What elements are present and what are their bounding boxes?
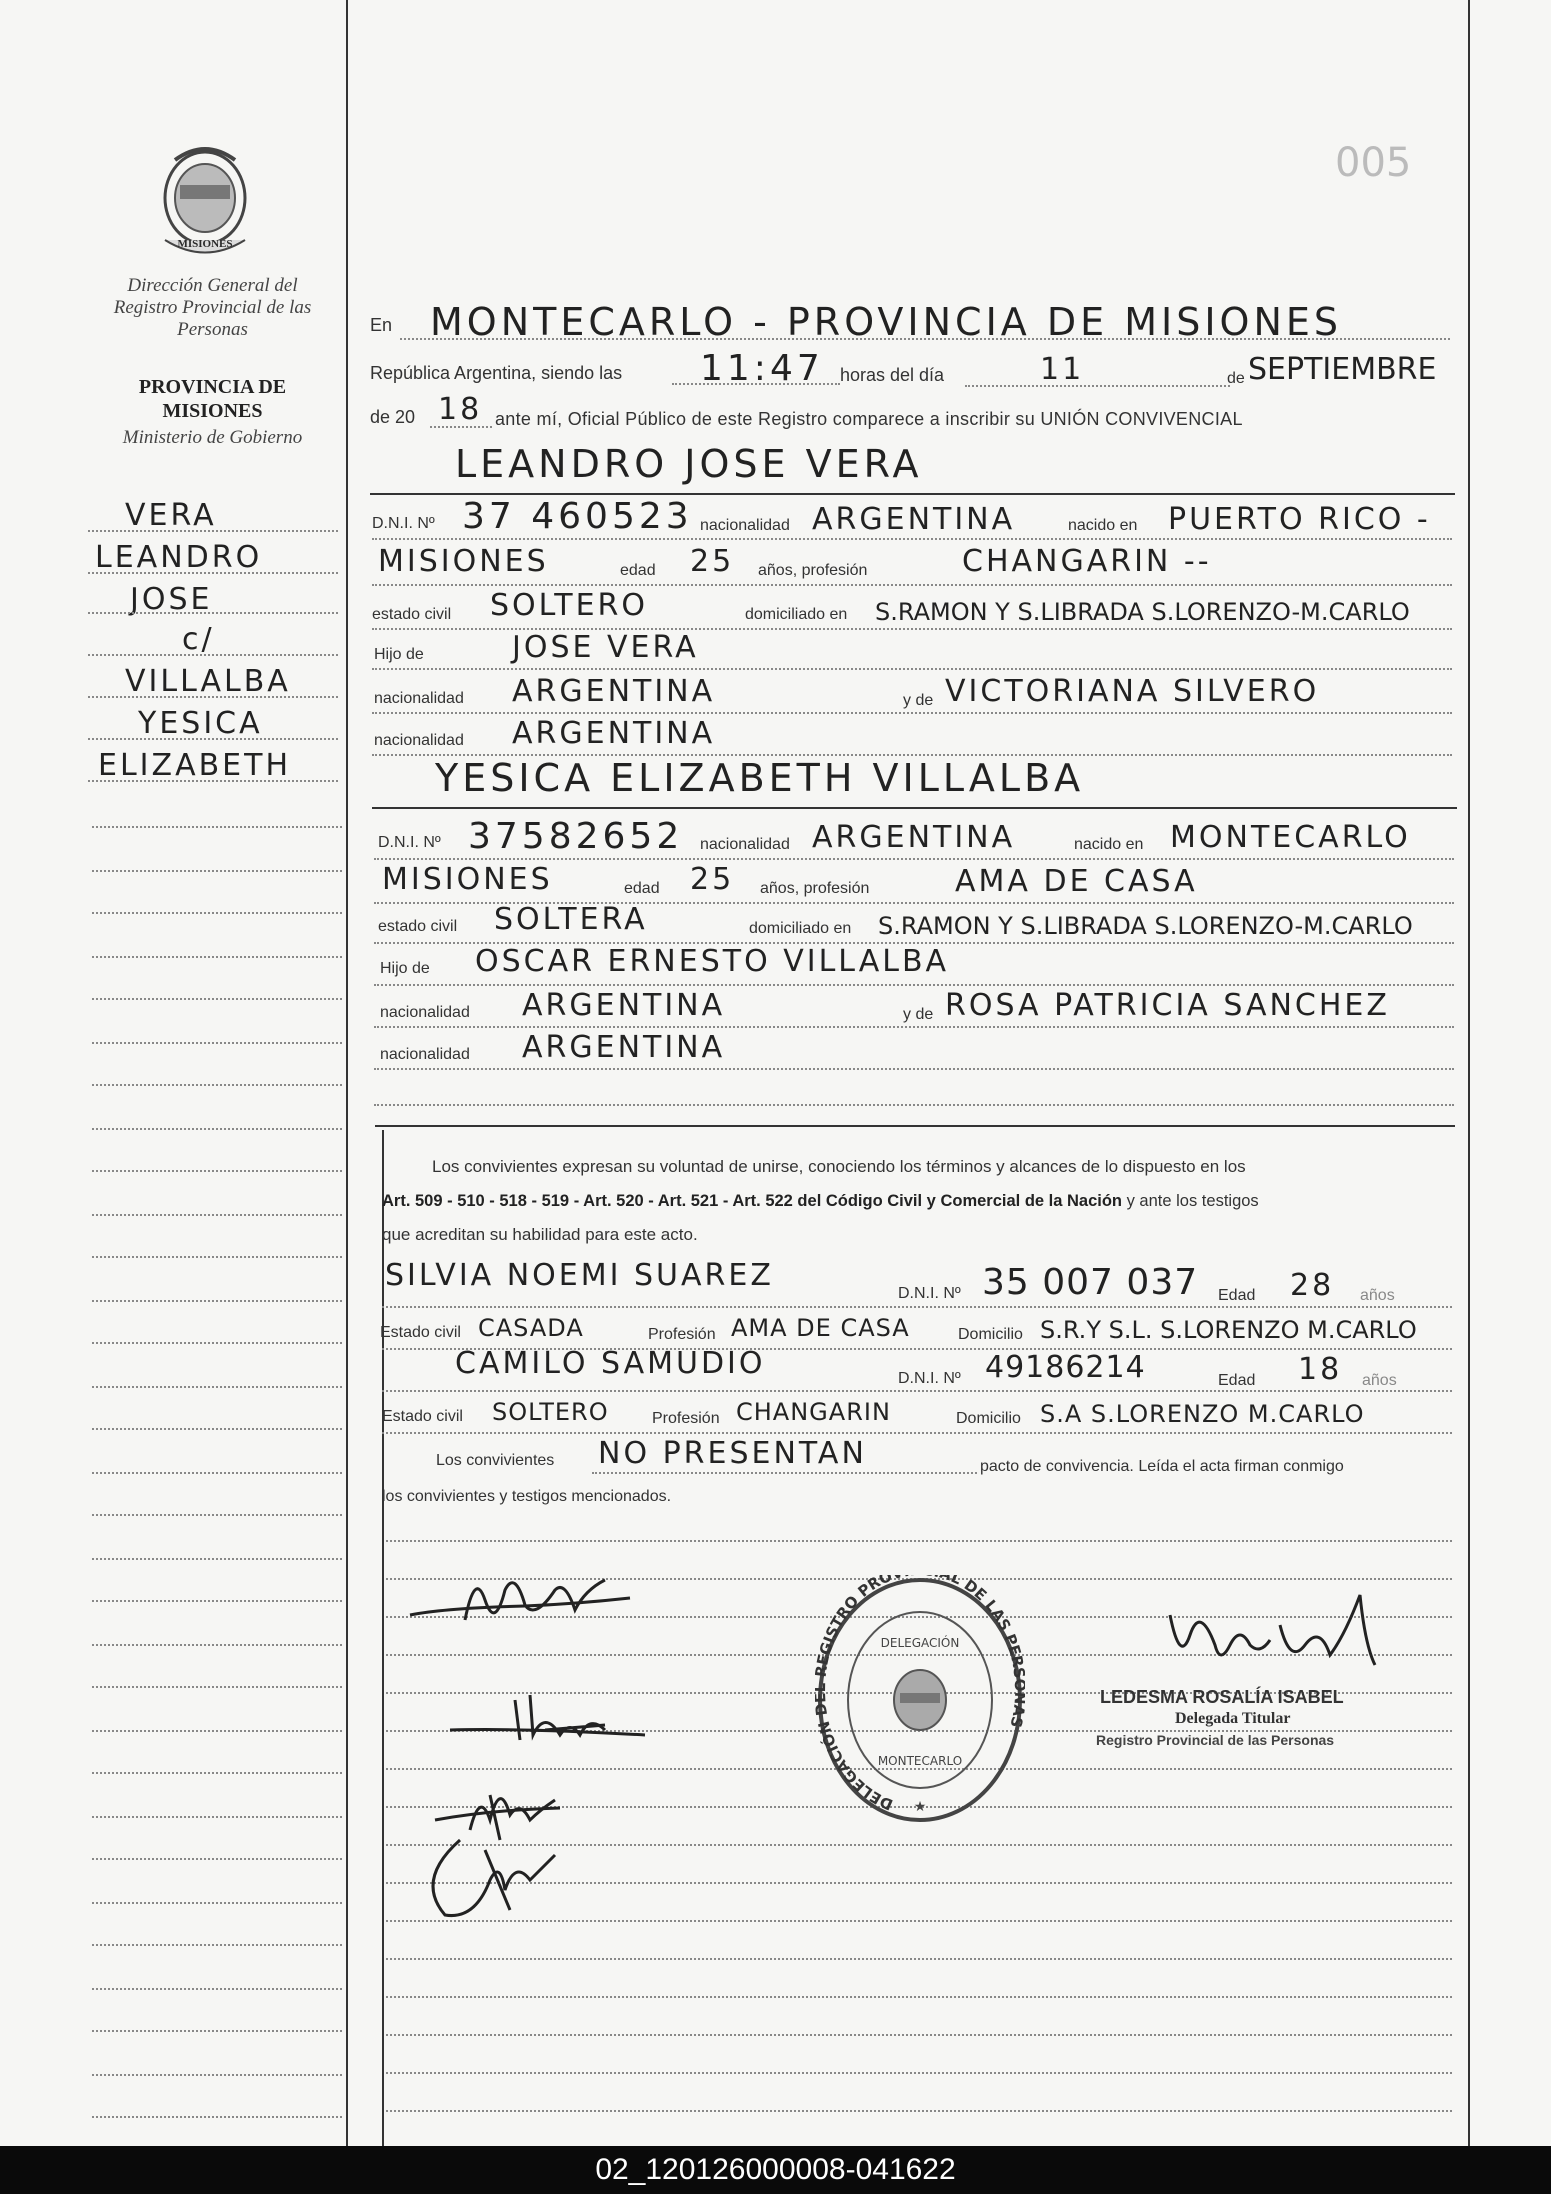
estado-label: Estado civil: [380, 1324, 461, 1341]
nacido-label: nacido en: [1074, 836, 1144, 853]
left-margin-border: [346, 0, 348, 2146]
section-divider: [370, 493, 1455, 495]
anos-label: años, profesión: [758, 562, 868, 579]
nacionalidad-label: nacionalidad: [700, 517, 790, 534]
edad-label: Edad: [1218, 1372, 1256, 1389]
person1-nacido-cont: MISIONES: [378, 544, 549, 579]
anos-label: años: [1360, 1287, 1395, 1304]
nacionalidad-label: nacionalidad: [700, 836, 790, 853]
legal-articles: Art. 509 - 510 - 518 - 519 - Art. 520 - Art. 521 - Art. 522 del Código Civil y Comercial de la Nación: [382, 1192, 1123, 1210]
year-prefix: de 20: [370, 407, 416, 427]
person2-nacionalidad: ARGENTINA: [812, 820, 1016, 855]
nacionalidad-label: nacionalidad: [374, 690, 464, 707]
nacionalidad-label: nacionalidad: [374, 732, 464, 749]
person2-padre: OSCAR ERNESTO VILLALBA: [475, 944, 950, 979]
official-registry: Registro Provincial de las Personas: [1096, 1732, 1335, 1748]
anos-label: años, profesión: [760, 880, 870, 897]
witness1-name: SILVIA NOEMI SUAREZ: [385, 1258, 774, 1293]
pact-rest: pacto de convivencia. Leída el acta firman conmigo: [980, 1458, 1344, 1475]
ministry-name: Ministerio de Gobierno: [122, 427, 303, 448]
ante-label: ante mí, Oficial Público de este Registro comparece a inscribir su UNIÓN CONVIVENCIAL: [495, 409, 1243, 429]
place-value: MONTECARLO - PROVINCIA DE MISIONES: [430, 300, 1343, 344]
domicilio-label: domiciliado en: [745, 606, 848, 623]
yde-label: y de: [903, 1006, 934, 1023]
witness2-estado: SOLTERO: [492, 1398, 609, 1426]
estado-label: estado civil: [378, 918, 458, 935]
official-signature: [1160, 1585, 1400, 1700]
profesion-label: Profesión: [652, 1410, 720, 1427]
pact-line2: los convivientes y testigos mencionados.: [382, 1488, 672, 1505]
declaration-line1: Los convivientes expresan su voluntad de unirse, conociendo los términos y alcances de lo dispuesto en los: [432, 1157, 1246, 1176]
year-suffix: 18: [438, 392, 483, 427]
person1-padre: JOSE VERA: [512, 630, 699, 665]
witness2-profesion: CHANGARIN: [736, 1398, 891, 1426]
nacionalidad-label: nacionalidad: [380, 1046, 470, 1063]
margin-name-line: c/: [182, 622, 215, 657]
edad-label: Edad: [1218, 1287, 1256, 1304]
official-name: LEDESMA ROSALÍA ISABEL: [1100, 1687, 1344, 1707]
person2-domicilio: S.RAMON Y S.LIBRADA S.LORENZO-M.CARLO: [878, 912, 1413, 940]
institution-name: Dirección General del Registro Provincial de las Personas: [113, 275, 312, 340]
coat-of-arms-label: MISIONES: [177, 238, 233, 250]
person2-madre-nac: ARGENTINA: [522, 1030, 726, 1065]
margin-name-line: ELIZABETH: [98, 748, 292, 783]
day-value: 11: [1040, 352, 1085, 387]
declaration-line2-rest: y ante los testigos: [1122, 1192, 1259, 1210]
coat-of-arms: [150, 140, 260, 265]
signature-party-1: [405, 1560, 645, 1645]
signature-witness-2: [415, 1820, 565, 1935]
en-label: En: [370, 315, 393, 335]
person1-full-name: LEANDRO JOSE VERA: [455, 442, 923, 486]
official-title: Delegada Titular: [1175, 1710, 1291, 1727]
margin-name-line: YESICA: [138, 706, 263, 741]
edad-label: edad: [624, 880, 660, 897]
person2-edad: 25: [690, 862, 735, 897]
person2-estado: SOLTERA: [494, 902, 648, 937]
footer-code: 02_120126000008-041622: [0, 2146, 1551, 2194]
witness1-edad: 28: [1290, 1268, 1335, 1303]
dni-label: D.N.I. Nº: [898, 1370, 961, 1387]
edad-label: edad: [620, 562, 656, 579]
dni-label: D.N.I. Nº: [378, 834, 441, 851]
estado-label: estado civil: [372, 606, 452, 623]
inner-left-border: [382, 1130, 384, 2146]
dni-label: D.N.I. Nº: [898, 1285, 961, 1302]
margin-name-line: VERA: [125, 498, 217, 533]
declaration-line2: [382, 1184, 1259, 1218]
person2-padre-nac: ARGENTINA: [522, 988, 726, 1023]
person2-madre: ROSA PATRICIA SANCHEZ: [945, 988, 1390, 1023]
month-value: SEPTIEMBRE: [1248, 352, 1437, 387]
person1-domicilio: S.RAMON Y S.LIBRADA S.LORENZO-M.CARLO: [875, 598, 1410, 626]
person2-profesion: AMA DE CASA: [955, 864, 1198, 899]
pact-value: NO PRESENTAN: [598, 1436, 867, 1471]
person1-nacido: PUERTO RICO -: [1168, 502, 1431, 537]
person1-nacionalidad: ARGENTINA: [812, 502, 1016, 537]
margin-name-line: JOSE: [130, 582, 213, 617]
domicilio-label: Domicilio: [958, 1326, 1023, 1343]
estado-label: Estado civil: [382, 1408, 463, 1425]
domicilio-label: Domicilio: [956, 1410, 1021, 1427]
pact-label: Los convivientes: [436, 1452, 555, 1469]
witness1-domicilio: S.R.Y S.L. S.LORENZO M.CARLO: [1040, 1316, 1417, 1344]
horas-label: horas del día: [840, 365, 945, 385]
person1-madre-nac: ARGENTINA: [512, 716, 716, 751]
person1-edad: 25: [690, 544, 735, 579]
yde-label: y de: [903, 692, 934, 709]
section-divider: [372, 807, 1457, 809]
delegation-stamp: [815, 1575, 1025, 1825]
nacionalidad-label: nacionalidad: [380, 1004, 470, 1021]
dni-label: D.N.I. Nº: [372, 515, 435, 532]
de-label: de: [1227, 370, 1245, 387]
person1-dni: 37 460523: [462, 496, 693, 537]
section-divider: [375, 1125, 1455, 1127]
person2-nacido: MONTECARLO: [1170, 820, 1411, 855]
anos-label: años: [1362, 1372, 1397, 1389]
person1-profesion: CHANGARIN --: [962, 544, 1212, 579]
domicilio-label: domiciliado en: [749, 920, 852, 937]
person2-nacido-cont: MISIONES: [382, 862, 553, 897]
declaration-line3: que acreditan su habilidad para este acto.: [382, 1225, 698, 1244]
person2-dni: 37582652: [468, 816, 684, 857]
witness2-dni: 49186214: [985, 1350, 1146, 1385]
person1-estado: SOLTERO: [490, 588, 648, 623]
stamp-ring-text: DELEGACIÓN EGISTRO PRO L DE LAS PE S: [815, 1575, 1025, 1814]
right-border: [1468, 0, 1470, 2146]
witness2-domicilio: S.A S.LORENZO M.CARLO: [1040, 1400, 1365, 1428]
witness1-profesion: AMA DE CASA: [731, 1314, 910, 1342]
signature-party-2: [445, 1680, 665, 1765]
margin-name-line: LEANDRO: [95, 540, 263, 575]
witness2-edad: 18: [1298, 1352, 1343, 1387]
republica-label: República Argentina, siendo las: [370, 363, 623, 383]
page-number: 005: [1335, 140, 1412, 186]
profesion-label: Profesión: [648, 1326, 716, 1343]
person1-madre: VICTORIANA SILVERO: [945, 674, 1320, 709]
margin-name-line: VILLALBA: [125, 664, 291, 699]
stamp-inner-bottom: MONTECARLO: [877, 1754, 963, 1768]
witness1-dni: 35 007 037: [982, 1262, 1199, 1303]
stamp-inner-top: DELEGACIÓN: [880, 1636, 960, 1650]
person1-padre-nac: ARGENTINA: [512, 674, 716, 709]
svg-text:★: ★: [913, 1799, 927, 1815]
person2-full-name: YESICA ELIZABETH VILLALBA: [435, 756, 1085, 800]
province-name: PROVINCIA DE MISIONES: [138, 376, 287, 422]
witness2-name: CAMILO SAMUDIO: [455, 1346, 766, 1381]
witness1-estado: CASADA: [478, 1314, 584, 1342]
hijo-label: Hijo de: [380, 960, 430, 977]
time-value: 11:47: [700, 348, 824, 389]
hijo-label: Hijo de: [374, 646, 424, 663]
nacido-label: nacido en: [1068, 517, 1138, 534]
